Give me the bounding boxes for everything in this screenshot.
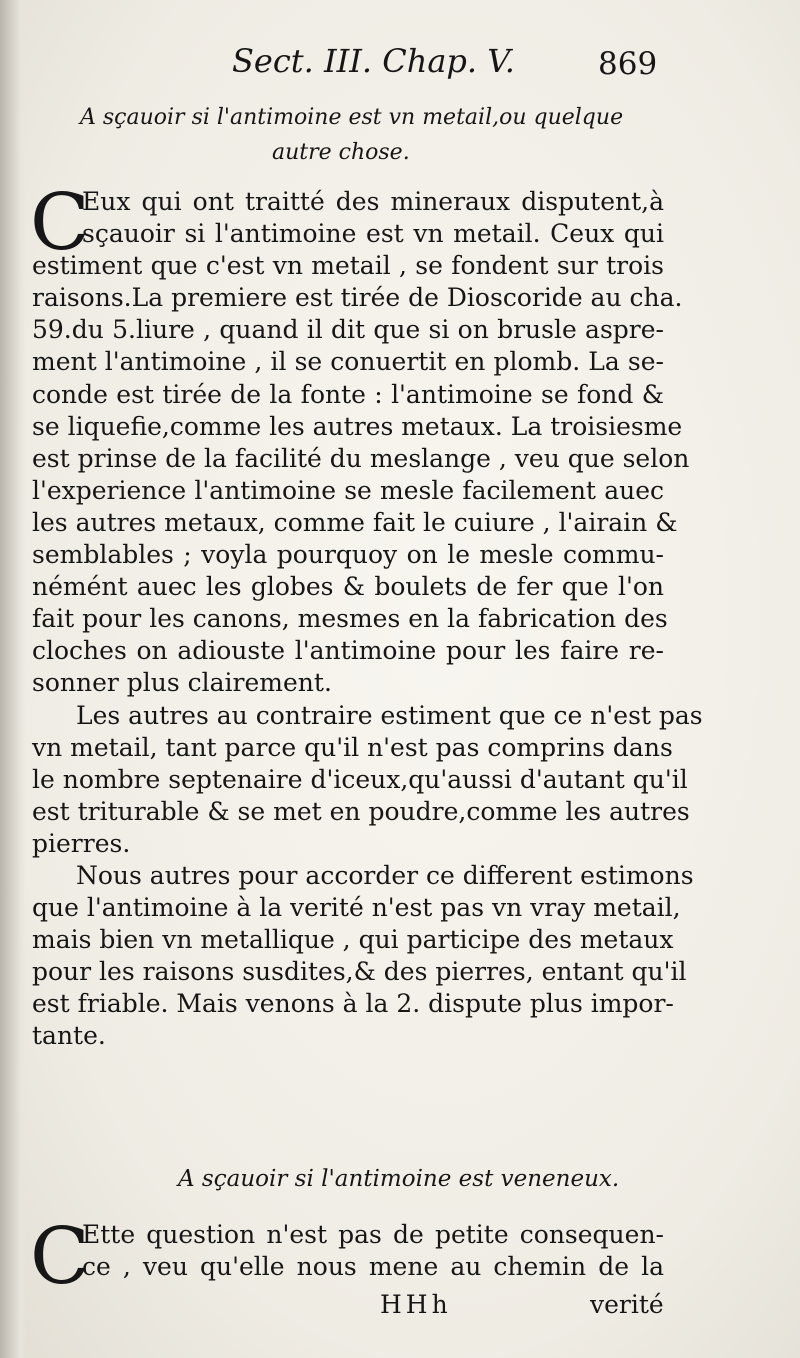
signature-mark: HHh — [380, 1290, 452, 1319]
text-line: mais bien vn metallique , qui participe des metaux — [32, 925, 674, 955]
page-number: 869 — [598, 46, 658, 82]
text-line: raisons.La premiere est tirée de Dioscoride au cha. — [32, 283, 683, 313]
text-line: fait pour les canons, mesmes en la fabrication des — [32, 604, 668, 634]
page-header — [0, 42, 800, 92]
text-line: pierres. — [32, 828, 131, 858]
text-line: cloches on adiouste l'antimoine pour les faire re- — [32, 636, 664, 666]
text-line: Ette question n'est pas de petite consequen- — [82, 1220, 664, 1249]
running-head: Sect. III. Chap. V. — [232, 42, 515, 80]
text-line: pour les raisons susdites,& des pierres, entant qu'il — [32, 957, 687, 987]
drop-capital: C — [30, 1212, 90, 1302]
text-line: sonner plus clairement. — [32, 668, 332, 698]
text-line: que l'antimoine à la verité n'est pas vn vray metail, — [32, 893, 681, 923]
text-line: est friable. Mais venons à la 2. dispute plus impor- — [32, 989, 674, 1019]
text-line: conde est tirée de la fonte : l'antimoine se fond & — [32, 379, 664, 409]
text-line: les autres metaux, comme fait le cuiure , l'airain & — [32, 507, 678, 537]
section-heading-line-1: A sçauoir si l'antimoine est vn metail,ou quelque — [80, 105, 624, 130]
text-line: est prinse de la facilité du meslange , veu que selon — [32, 443, 690, 473]
text-line: semblables ; voyla pourquoy on le mesle commu- — [32, 540, 664, 570]
section-heading: A sçauoir si l'antimoine est veneneux. — [178, 1166, 620, 1192]
text-line: ce , veu qu'elle nous mene au chemin de la — [82, 1252, 664, 1282]
section-heading-line-2: autre chose. — [272, 140, 410, 165]
text-line: est triturable & se met en poudre,comme les autres — [32, 796, 690, 826]
text-line: l'experience l'antimoine se mesle facilement auec — [32, 475, 664, 505]
body-text — [30, 178, 703, 1053]
text-line: Eux qui ont traitté des mineraux disputent,à — [82, 187, 664, 216]
text-line: ment l'antimoine , il se conuertit en plomb. La se- — [32, 347, 664, 377]
text-line: tante. — [32, 1021, 106, 1051]
text-line: se liquefie,comme les autres metaux. La troisiesme — [32, 411, 683, 441]
text-line: némént auec les globes & boulets de fer que l'on — [32, 572, 664, 602]
text-line: vn metail, tant parce qu'il n'est pas comprins dans — [32, 732, 673, 762]
text-line: 59.du 5.liure , quand il dit que si on brusle aspre- — [32, 315, 664, 345]
text-line: Les autres au contraire estiment que ce n'est pas — [76, 700, 703, 730]
body-text — [32, 1219, 664, 1283]
text-line: sçauoir si l'antimoine est vn metail. Ceux qui — [82, 219, 664, 249]
text-line: le nombre septenaire d'iceux,qu'aussi d'autant qu'il — [32, 764, 688, 794]
drop-capital: C — [30, 178, 90, 268]
text-line: estiment que c'est vn metail , se fondent sur trois — [32, 251, 664, 281]
text-line: Nous autres pour accorder ce different estimons — [76, 860, 694, 890]
catchword: verité — [590, 1290, 664, 1319]
page-gutter-shadow — [0, 0, 26, 1358]
